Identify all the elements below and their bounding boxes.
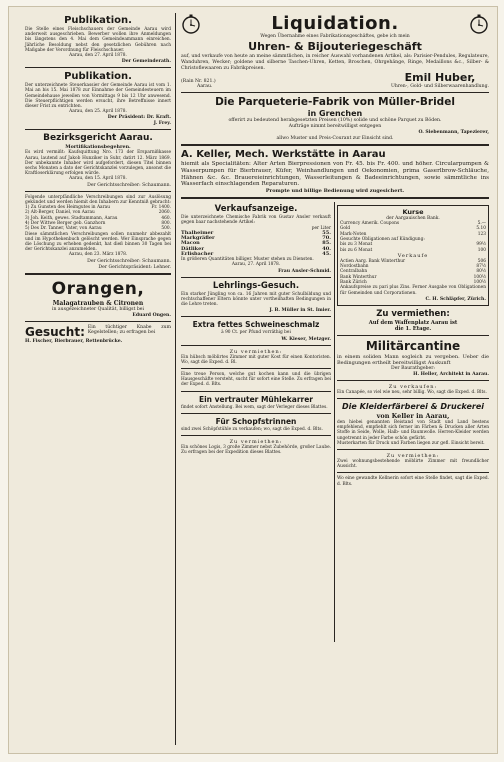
- gesucht-title: Gesucht:: [25, 324, 85, 339]
- list-item: Thalheimer 55.: [181, 229, 331, 236]
- verkauf-title: Verkaufsanzeige.: [214, 204, 298, 215]
- liquidation-intro: Wegen Übernahme eines Fabrikationsgeschäftes, gebe ich mein: [260, 34, 410, 39]
- liquidation-ad: [181, 13, 489, 199]
- divider: [337, 472, 489, 473]
- divider: [25, 191, 171, 192]
- lehrling-title: Lehrlings-Gesuch.: [212, 280, 300, 291]
- column-rule: [334, 202, 335, 642]
- table-row: Currency Amerik. Coupons 5.—: [340, 221, 486, 227]
- right-subcolumn-2: [337, 202, 489, 487]
- list-item: 5) Des Dr. Tanner, Vater, von Aarau 500.: [25, 226, 171, 232]
- court-body-2: Folgende unterpfändliche Verschreibungen sind zur Auslösung gekündet und werden hiemit den Inhabern zur Kenntniß gebracht:: [25, 194, 171, 205]
- vermieten-title: Zu vermiethen:: [229, 348, 283, 355]
- list-item: 3) Joh. Keith, gewes. Stadtammann, Aarau 460.: [25, 215, 171, 221]
- right-area: [181, 13, 489, 662]
- kurse-subtitle: der Aargauischen Bank.: [386, 216, 440, 222]
- kurse-note: Gesuchte Obligationen auf Kündigung:: [340, 237, 425, 243]
- court-signature-3: Der Gerichtspräsident: Lehner.: [98, 264, 171, 270]
- verkaufen-title: Zu verkaufen:: [388, 383, 438, 390]
- list-item: Macon 85.: [181, 240, 331, 247]
- liquidation-title: Liquidation.: [271, 13, 399, 34]
- parquet-title: Die Parqueterie-Fabrik von Müller-Bridel: [215, 96, 455, 109]
- court-date-2: Aarau, den 23. März 1878.: [68, 252, 128, 258]
- publication-title-2: Publikation.: [64, 71, 132, 83]
- liquidation-trade: Uhren-, Gold- und Silberwaarenhandlung.: [391, 84, 489, 90]
- kurse-table-3: [340, 259, 486, 285]
- verkauf-date: Aarau, 27. April 1878.: [231, 262, 281, 268]
- right-subcolumn-1: [181, 202, 331, 455]
- divider: [181, 144, 489, 146]
- divider: [25, 67, 171, 68]
- table-row: Mark-Noten 123: [340, 231, 486, 237]
- parquet-note: Aufträge nimmt bereitwilligst entgegen: [288, 123, 382, 129]
- divider: [181, 316, 331, 317]
- gesucht-ad: [25, 325, 171, 339]
- kurse-signature: C. H. Schläpfer, Zürich.: [425, 296, 486, 302]
- vermieten-title-3: Zu vermiethen:: [376, 308, 450, 319]
- faerberei-title: Die Kleiderfärberei & Druckerei: [341, 401, 485, 411]
- left-column: [25, 13, 171, 344]
- schmalz-line: à 90 Ct. per Pfund vorräthig bei: [221, 330, 291, 336]
- table-row: Actien Aarg. Bank Winterthur 506: [340, 258, 486, 264]
- list-item: Markgräfler 70.: [181, 235, 331, 242]
- militaer-body: in einem soliden Mann sogleich zu vergeben. Ueber die Bedingungen ertheilt bereitwilligst Auskunft: [337, 353, 489, 366]
- divider: [181, 277, 331, 278]
- list-item: Erlisbacher 45.: [181, 250, 331, 257]
- vermieten-line-2: die 1. Etage.: [394, 325, 432, 332]
- schmalz-signature: W. Kieser, Metzger.: [281, 336, 331, 342]
- militaer-title: Militärcantine: [365, 338, 461, 353]
- oranges-merchant: Eduard Ongen.: [132, 312, 171, 318]
- list-item: 4) Der Wittwe Berger geb. Ganzhorn 800.: [25, 220, 171, 226]
- liquidation-address: (Rain Nr. 821.) Aarau.: [181, 79, 216, 90]
- kurse-footer: Ankaufspreise zu pari plus Zins. Ferner Ausgabe von Obligationen für Gemeinden und Corporationen.: [340, 285, 486, 296]
- newspaper-page: [8, 6, 498, 754]
- keller-body: hiemit als Specialitäten: Alter Arten Bierpressionen von Fr. 45. bis Fr. 400. und höher. Circularpumpen & Wasserpumpen für Bierbrauer, Küfer, Weinhandlungen und Oekonomien, prima Gaserlbrow-Schläuche, Hähnen &c. &c. Brauereieinrichtungen, Wasserleitungen & Badeeinrichtungen, sowie sämmtliche ins Wasserfach einschlagenden Reparaturen.: [181, 161, 489, 188]
- divider: [337, 449, 489, 450]
- parquet-footer: allwo Muster und Preis-Courant zur Einsicht sind.: [276, 135, 394, 141]
- muehle-body: findet sofort Anstellung. Bei wem, sagt der Verleger dieses Blattes.: [181, 404, 328, 410]
- pocket-watch-icon: [469, 14, 489, 34]
- schmalz-title: Extra fettes Schweineschmalz: [192, 320, 320, 330]
- divider: [181, 92, 489, 93]
- kurse-verkauf: Verkaufe: [397, 252, 429, 259]
- liquidation-name: Emil Huber,: [404, 71, 476, 85]
- pocket-watch-icon: [181, 14, 201, 34]
- divider: [337, 398, 489, 399]
- person-body: Eine treue Person, welche gut kochen kann und die übrigen Hausgeschäfte versteht, sucht für sofort eine Stelle. Zu erfragen bei der Exped. d. Blts.: [181, 371, 331, 388]
- publication-date-2: Aarau, den 25. April 1878.: [69, 109, 127, 115]
- kurse-table: [340, 221, 486, 237]
- publication-signature-2a: Der Präsident: Dr. Kraft.: [107, 115, 171, 121]
- court-date: Aarau, den 15. April 1878.: [69, 176, 127, 182]
- faerberei-footer: Musterkarten für Druck und Farben liegen zur gefl. Einsicht bereit.: [337, 440, 485, 446]
- vermieten-title-4: Zu vermiethen:: [386, 452, 440, 459]
- court-body: Es wird vermißt: Kaufsquittung Nro. 173 der Ersparnißkasse Aarau, lautend auf Jakob Hunziker in Suhr, datirt 12. März 1869. Der unbekannte Inhaber wird aufgefordert, diesen Titel binnen sechs Monaten a dato der Gerichtskanzlei vorzulegen, ansonst die Kraftloserklärung erfolgen würde.: [25, 150, 171, 177]
- kurse-box: [337, 205, 489, 306]
- lehrling-signature: J. B. Müller in St. Imier.: [269, 308, 331, 314]
- verkauf-signature: Frau Ansler-Schmid.: [278, 268, 331, 274]
- court-subtitle: Mortifikationsbegehren.: [65, 144, 131, 151]
- table-row: Bank Winterthur 100½: [340, 274, 486, 280]
- oranges-title: Orangen,: [51, 278, 145, 299]
- table-row: Gold 5.10: [340, 226, 486, 232]
- militaer-signature: H. Heller, Architekt in Aarau.: [413, 371, 489, 377]
- list-item: Dätliker 40.: [181, 245, 331, 252]
- liquidation-body: auf, und verkaufe von heute an meine sämmtlichen, in reicher Auswahl vorhandenen Artikel, als: Parisier-Pendules, Regulateure, Wanduhren, Wecker; goldene und silberne Taschen-Uhren, Ketten, Broschen, Ohrgehänge, Ringe, Medaillons &c., Silber- & Christoflewaaren zu Fabrikpreisen.: [181, 54, 489, 71]
- divider: [25, 129, 171, 130]
- table-row: Centralbahn 80½: [340, 269, 486, 275]
- verkaufen-body: Ein Canapée, so viel wie neu, sehr billig. Wo, sagt die Exped. d. Blts.: [337, 389, 487, 395]
- verkauf-body-2: In größeren Quantitäten billiger. Muster stehen zu Diensten.: [181, 257, 314, 263]
- keller-title: A. Keller, Mech. Werkstätte in Aarau: [181, 149, 386, 160]
- divider: [25, 321, 171, 322]
- schopf-title: Für Schopfstrinnen: [215, 416, 297, 426]
- schopf-body: sind zwei Schöpfstühle zu verkaufen; wo, sagt die Exped. d. Blts.: [181, 426, 323, 432]
- parquet-agent: O. Siebenmann, Tapezierer,: [418, 129, 489, 135]
- table-row: Bank Zürich 100½: [340, 280, 486, 286]
- gesucht-name: H. Fischer, Bierbrauer, Rettenbrücke.: [25, 338, 123, 344]
- faerberei-body: den hiebei genannten Beistand von Stadt und Land bestens empfehlend, empfiehlt sich ferner im Färben & Drucken aller Arten Stoffe in Seide, Wolle, Halb- und Baumwolle. Herren-Kleider werden ungetrennt in jeder Farbe schön gefärbt.: [337, 419, 489, 441]
- kurse-table-2: [340, 242, 486, 253]
- divider: [181, 435, 331, 436]
- court-signature: Der Gerichtsschreiber: Schaumann.: [87, 182, 171, 188]
- divider: [181, 413, 331, 414]
- list-item: 2) Alt-Berger, Daniel, von Aarau 2060.: [25, 210, 171, 216]
- verkauf-body: Die unterzeichnete Chemische Fabrik von Gustav Ansler verkauft gegen baar nachstehende Artikel:: [181, 215, 331, 226]
- vermieten-body-2: Ein schönes Logis, 3 große Zimmer nebst Zubehörde, großer Laube. Zu erfragen bei der Expedition dieses Blattes.: [181, 444, 331, 456]
- court-items-table: [25, 205, 171, 231]
- lehrling-body: Ein starker Jüngling von ca. 16 Jahren mit guter Schulbildung und rechtschaffener Eltern könnte unter vortheilhaften Bedingungen in die Lehre treten.: [181, 291, 331, 308]
- right-subcolumns: [181, 202, 489, 662]
- divider: [181, 391, 331, 392]
- publication-signature-2b: J. Frey.: [153, 121, 171, 127]
- liquidation-heading: Uhren- & Bijouteriegeschäft: [248, 40, 422, 53]
- divider: [181, 197, 489, 199]
- kellnerin-body: Wo eine gewandte Kellnerin sofort eine Stelle findet, sagt die Exped. d. Blts.: [337, 476, 489, 487]
- oranges-line-2: in ausgezeichneter Qualität, billigst bei: [52, 306, 144, 312]
- list-item: 1) Zu Gunsten des Heimgutes in Aarau Fr. 1400.: [25, 205, 171, 211]
- table-row: Nordostbahn 87½: [340, 264, 486, 270]
- divider: [181, 345, 331, 346]
- vermieten-line-1: Auf dem Waffenplatz Aarau ist: [368, 319, 458, 326]
- divider: [25, 273, 171, 275]
- vermieten-title-2: Zu vermiethen:: [229, 438, 283, 445]
- parquet-body: offerirt zu bedeutend herabgesetzten Preisen (10%) solide und schöne Parquet zu Böden.: [228, 118, 442, 124]
- table-row: bis zu 3 Monat 99½: [340, 242, 486, 248]
- verkauf-table: [181, 231, 331, 257]
- oranges-line-1: Malagatrauben & Citronen: [52, 299, 144, 307]
- publication-date: Aarau, den 27. April 1878.: [69, 53, 127, 59]
- kurse-title: Kurse: [402, 208, 424, 217]
- parquet-place: in Grenchen: [307, 109, 363, 119]
- publication-body: Die Stelle eines Fleischschauers der Gemeinde Aarau wird anderweit ausgeschrieben. Bewerber wollen ihre Anmeldungen bis längstens den 4. Mai dem Gemeindeammann einreichen. Jährliche Besoldung nebst den gesetzlichen Gebühren nach Maßgabe der Verordnung für Fleischschauer.: [25, 27, 171, 53]
- vermieten-body-4: Zwei wohnungsbestehende möblirte Zimmer mit freundlicher Aussicht.: [337, 458, 489, 470]
- publication-signature: Der Gemeinderath.: [121, 59, 171, 65]
- publication-body-2: Der unterzeichnete Steuerkassier der Gemeinde Aarau ist vom 1. Mai an bis 15. Mai 1878 zur Einnahme der Gemeindesteuern im Gemeindehause jeweilen von Vormittags 9 bis 12 Uhr anwesend. Die Steuerpflichtigen werden ersucht, ihre Betreffnisse innert dieser Frist zu entrichten.: [25, 83, 171, 110]
- court-title: Bezirksgericht Aarau.: [43, 133, 153, 144]
- keller-footer: Prompte und billige Bedienung wird zugesichert.: [265, 188, 405, 195]
- faerberei-sub: von Keller in Aarau,: [376, 411, 450, 420]
- publication-title: Publikation.: [64, 15, 132, 26]
- verkauf-unit: per Liter: [311, 225, 331, 231]
- vermieten-body: Ein hübsch möblirtes Zimmer mit guter Kost für einen Kontoristen. Wo, sagt die Exped. d. Bl.: [181, 354, 331, 365]
- court-signature-2: Der Gerichtsschreiber: Schaumann.: [87, 258, 171, 264]
- table-row: bis zu 6 Monat 100: [340, 247, 486, 253]
- gesucht-body: Ein tüchtiger Knabe zum Kegelstellen; zu erfragen bei: [87, 324, 171, 335]
- divider: [181, 368, 331, 369]
- divider: [337, 335, 489, 336]
- court-body-3: Diese sämmtlichen Verschreibungen sollen nunmehr abbezahlt und im Hypothekenbuch gelöscht werden. Wer Einsprache gegen die Löschung zu erheben gedenkt, hat dieß binnen 30 Tagen bei der Gerichtskanzlei anzumelden.: [25, 231, 171, 253]
- divider: [337, 380, 489, 381]
- militaer-role: Der Baurathgeber:: [391, 365, 435, 371]
- column-rule: [175, 13, 176, 745]
- muehle-title: Ein vertrauter Mühlekarrer: [198, 394, 314, 404]
